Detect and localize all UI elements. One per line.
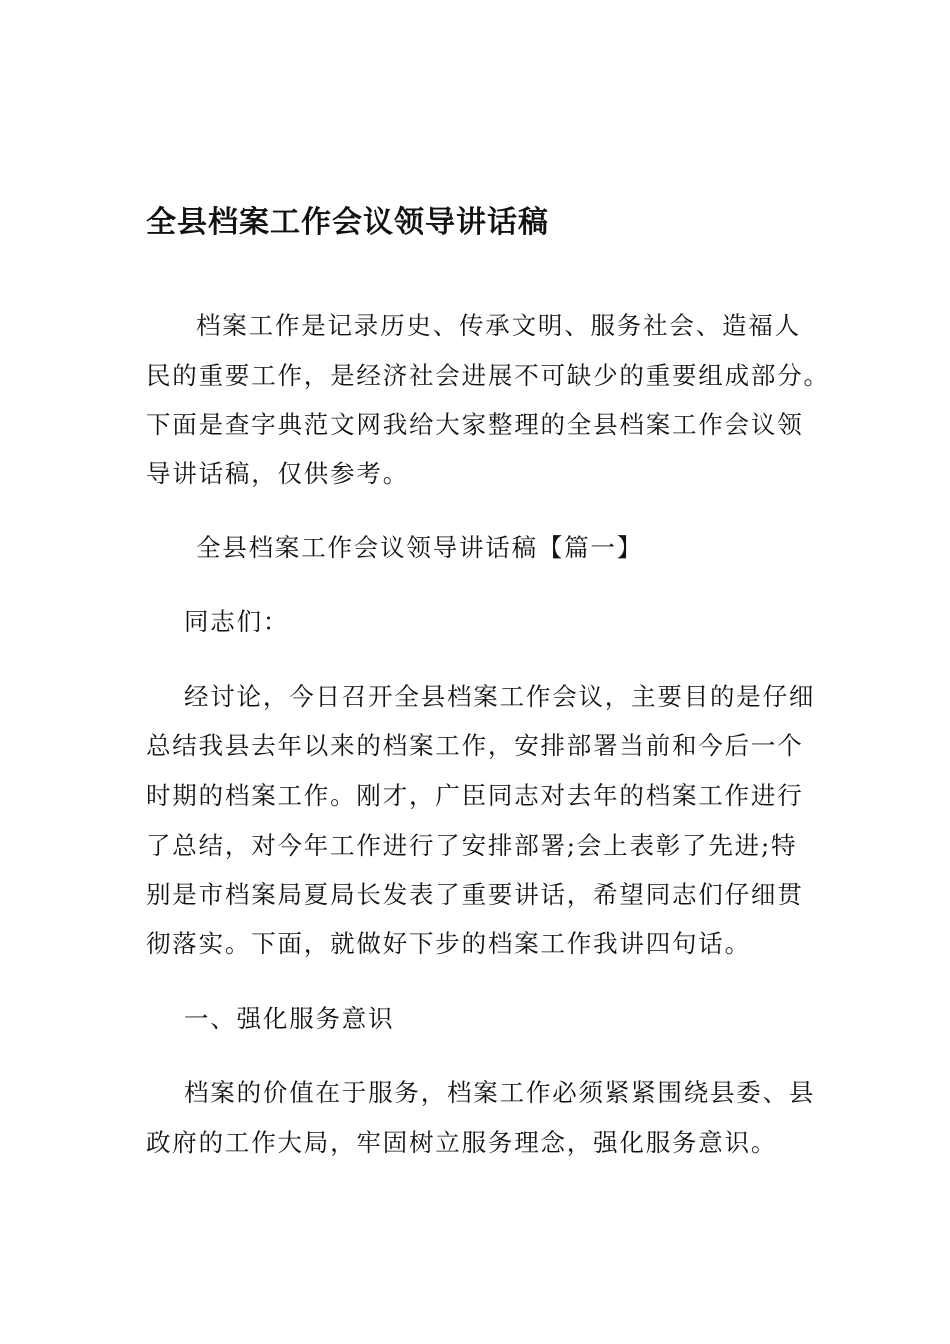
- body-line: 彻落实。下面，就做好下步的档案工作我讲四句话。: [146, 929, 751, 958]
- intro-line: 档案工作是记录历史、传承文明、服务社会、造福人: [196, 311, 801, 340]
- body-line: 总结我县去年以来的档案工作，安排部署当前和今后一个: [146, 731, 804, 760]
- intro-line: 导讲话稿，仅供参考。: [146, 459, 409, 488]
- body-line: 别是市档案局夏局长发表了重要讲话，希望同志们仔细贯: [146, 880, 804, 909]
- point-one-line: 政府的工作大局，牢固树立服务理念，强化服务意识。: [146, 1128, 778, 1157]
- intro-line: 民的重要工作，是经济社会进展不可缺少的重要组成部分。: [146, 361, 830, 390]
- document-title: 全县档案工作会议领导讲话稿: [146, 205, 549, 240]
- greeting: 同志们：: [184, 607, 290, 636]
- section-heading: 全县档案工作会议领导讲话稿【篇一】: [196, 533, 644, 562]
- body-line: 时期的档案工作。刚才，广臣同志对去年的档案工作进行: [146, 781, 804, 810]
- body-line: 了总结，对今年工作进行了安排部署;会上表彰了先进;特: [146, 831, 798, 860]
- point-one-heading: 一、强化服务意识: [184, 1004, 395, 1033]
- body-line: 经讨论，今日召开全县档案工作会议，主要目的是仔细: [184, 682, 816, 711]
- intro-line: 下面是查字典范文网我给大家整理的全县档案工作会议领: [146, 410, 804, 439]
- point-one-line: 档案的价值在于服务，档案工作必须紧紧围绕县委、县: [184, 1078, 816, 1107]
